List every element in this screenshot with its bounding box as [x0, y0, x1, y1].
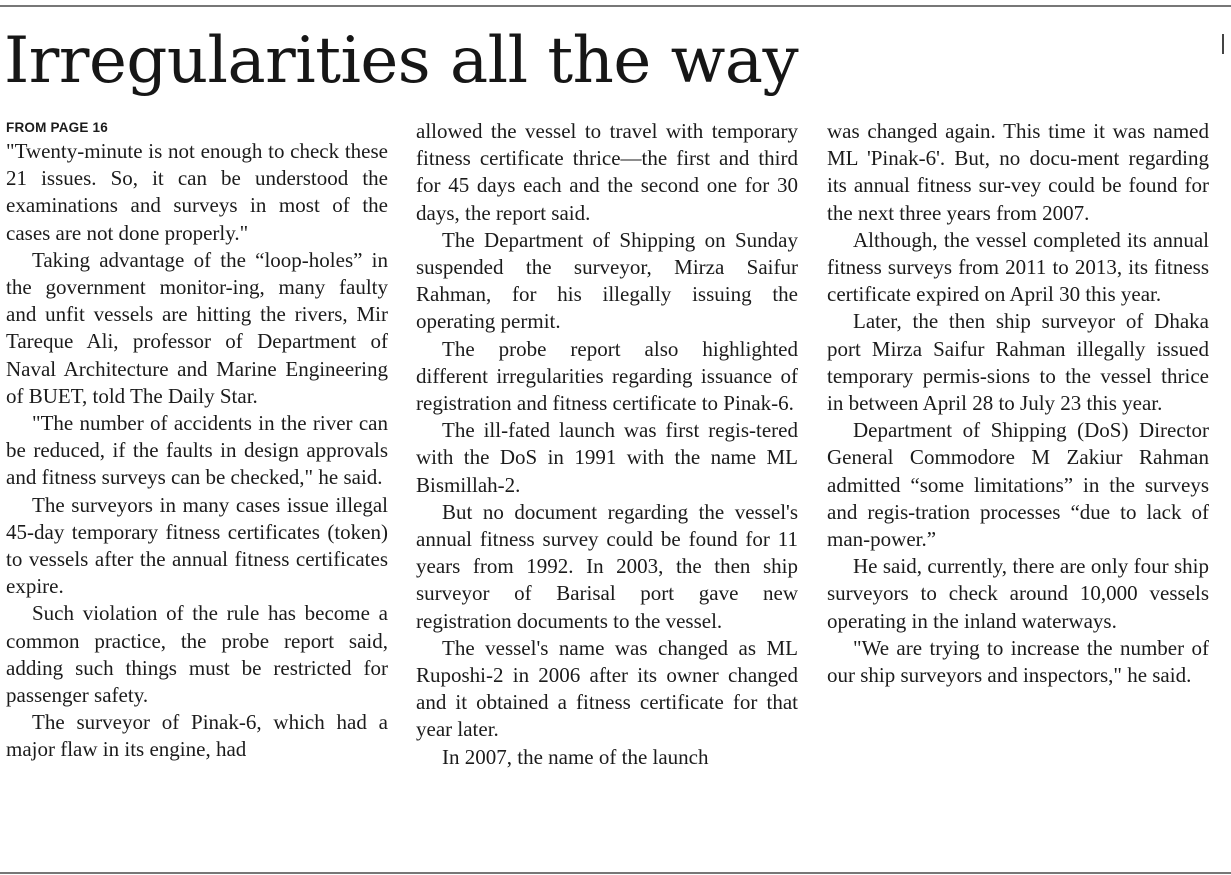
paragraph: Such violation of the rule has become a common practice, the probe report said, adding such things must be restricted for passenger safety.	[6, 601, 388, 708]
headline: Irregularities all the way	[4, 24, 799, 98]
article-column-2	[416, 118, 798, 771]
paragraph: "The number of accidents in the river can be reduced, if the faults in design approvals and fitness surveys can be checked," he said.	[6, 411, 388, 490]
bottom-rule	[0, 872, 1231, 874]
paragraph: But no document regarding the vessel's annual fitness survey could be found for 11 years from 1992. In 2003, the then ship surveyor of Barisal port gave new registration documents to the vessel.	[416, 499, 798, 633]
paragraph: Later, the then ship surveyor of Dhaka port Mirza Saifur Rahman illegally issued temporary permis-sions to the vessel thrice in between April 28 to July 23 this year.	[827, 309, 1209, 416]
paragraph: In 2007, the name of the launch	[442, 744, 709, 769]
jump-line: FROM PAGE 16	[6, 120, 108, 135]
paragraph: He said, currently, there are only four ship surveyors to check around 10,000 vessels operating in the inland waterways.	[827, 554, 1209, 633]
paragraph: The Department of Shipping on Sunday suspended the surveyor, Mirza Saifur Rahman, for his illegally issuing the operating permit.	[416, 227, 798, 334]
paragraph: Department of Shipping (DoS) Director General Commodore M Zakiur Rahman admitted “some limitations” in the surveys and regis-tration processes “due to lack of man-power.”	[827, 418, 1209, 552]
paragraph: Although, the vessel completed its annual fitness surveys from 2011 to 2013, its fitness certificate expired on April 30 this year.	[827, 227, 1209, 307]
paragraph: The ill-fated launch was first regis-tered with the DoS in 1991 with the name ML Bismillah-2.	[416, 418, 798, 497]
right-edge-mark	[1222, 34, 1224, 54]
paragraph: "We are trying to increase the number of our ship surveyors and inspectors," he said.	[827, 635, 1209, 688]
paragraph: was changed again. This time it was named ML 'Pinak-6'. But, no docu-ment regarding its annual fitness sur-vey could be found for the next three years from 2007.	[827, 119, 1209, 225]
article-column-1	[6, 118, 388, 764]
paragraph: The probe report also highlighted different irregularities regarding issuance of registration and fitness certificate to Pinak-6.	[416, 336, 798, 416]
paragraph: The surveyor of Pinak-6, which had a major flaw in its engine, had	[6, 710, 388, 762]
paragraph: Taking advantage of the “loop-holes” in the government monitor-ing, many faulty and unfit vessels are hitting the rivers, Mir Tareque Ali, professor of Department of Naval Architecture and Marine Engineering of BUET, told The Daily Star.	[6, 247, 388, 408]
article-column-3	[827, 118, 1209, 689]
paragraph: allowed the vessel to travel with temporary fitness certificate thrice—the first and third for 45 days each and the second one for 30 days, the report said.	[416, 119, 798, 225]
paragraph: "Twenty-minute is not enough to check these 21 issues. So, it can be understood the examinations and surveys in most of the cases are not done properly."	[6, 139, 388, 245]
top-rule	[0, 5, 1231, 7]
paragraph: The vessel's name was changed as ML Ruposhi-2 in 2006 after its owner changed and it obtained a fitness certificate for that year later.	[416, 635, 798, 742]
paragraph: The surveyors in many cases issue illegal 45-day temporary fitness certificates (token) to vessels after the annual fitness certificates expire.	[6, 492, 388, 599]
